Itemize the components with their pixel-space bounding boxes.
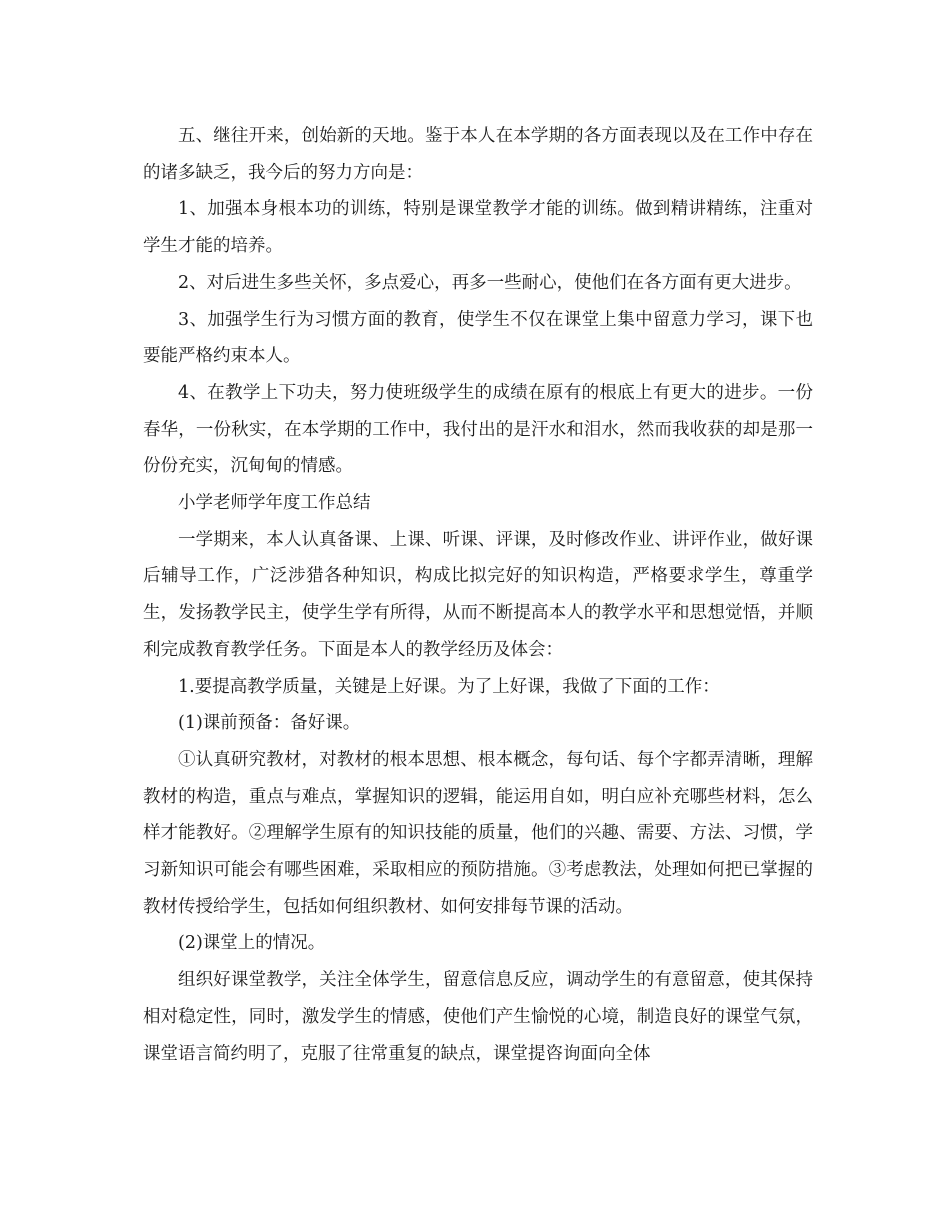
paragraph-summary-intro: 一学期来，本人认真备课、上课、听课、评课，及时修改作业、讲评作业，做好课后辅导工作，广泛涉猎各种知识，构成比拟完好的知识构造，严格要求学生，尊重学生，发扬教学民主，使学生学有所得，从而不断提高本人的教学水平和思想觉悟，并顺利完成教育教学任务。下面是本人的教学经历及体会：: [143, 529, 813, 660]
paragraph-direction-intro: 五、继往开来，创始新的天地。鉴于本人在本学期的各方面表现以及在工作中存在的诸多缺乏，我今后的努力方向是：: [143, 126, 813, 183]
paragraph-item-1: 1、加强本身根本功的训练，特别是课堂教学才能的训练。做到精讲精练，注重对学生才能的培养。: [143, 199, 813, 257]
paragraph-classroom-details: 组织好课堂教学，关注全体学生，留意信息反应，调动学生的有意留意，使其保持相对稳定性，同时，激发学生的情感，使他们产生愉悦的心境，制造良好的课堂气氛，课堂语言简约明了，克服了往常重复的缺点，课堂提咨询面向全体: [143, 970, 813, 1064]
paragraph-item-2: 2、对后进生多些关怀，多点爱心，再多一些耐心，使他们在各方面有更大进步。: [178, 272, 802, 293]
paragraph-subpoint-1: (1)课前预备：备好课。: [178, 713, 361, 734]
paragraph-subpoint-2: (2)课堂上的情况。: [178, 933, 326, 954]
paragraph-item-3: 3、加强学生行为习惯方面的教育，使学生不仅在课堂上集中留意力学习，课下也要能严格约束本人。: [143, 309, 813, 367]
paragraph-preparation-details: ①认真研究教材，对教材的根本思想、根本概念，每句话、每个字都弄清晰，理解教材的构造，重点与难点，掌握知识的逻辑，能运用自如，明白应补充哪些材料，怎么样才能教好。②理解学生原有的知识技能的质量，他们的兴趣、需要、方法、习惯，学习新知识可能会有哪些困难，采取相应的预防措施。③考虑教法，处理如何把已掌握的教材传授给学生，包括如何组织教材、如何安排每节课的活动。: [143, 749, 813, 917]
section-title: 小学老师学年度工作总结: [178, 493, 371, 514]
body-text: [143, 118, 813, 1072]
paragraph-point-1: 1.要提高教学质量，关键是上好课。为了上好课，我做了下面的工作：: [178, 676, 720, 697]
paragraph-item-4: 4、在教学上下功夫，努力使班级学生的成绩在原有的根底上有更大的进步。一份春华，一份秋实，在本学期的工作中，我付出的是汗水和泪水，然而我收获的却是那一份份充实，沉甸甸的情感。: [143, 382, 813, 477]
